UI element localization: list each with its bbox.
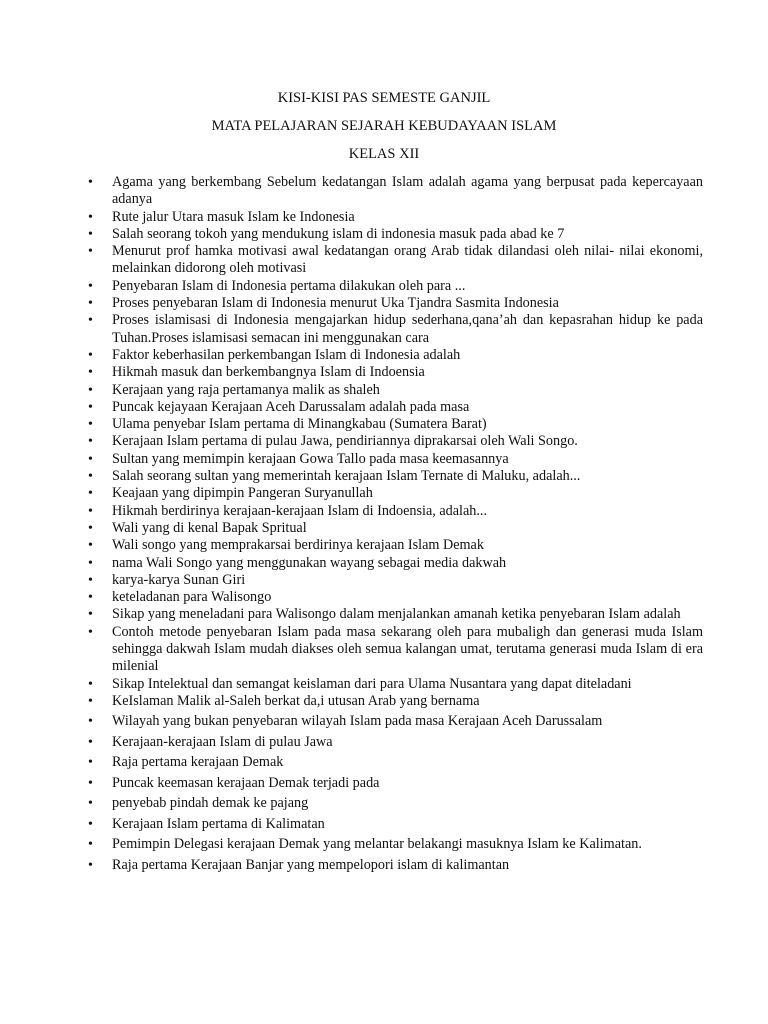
list-item: • Menurut prof hamka motivasi awal kedatangan orang Arab tidak dilandasi oleh nilai- nilai ekonomi, melainkan didorong oleh motivasi xyxy=(112,243,703,278)
list-item: • Salah seorang tokoh yang mendukung islam di indonesia masuk pada abad ke 7 xyxy=(112,226,703,243)
list-item: • Kerajaan Islam pertama di pulau Jawa, pendiriannya diprakarsai oleh Wali Songo. xyxy=(112,433,703,450)
list-item: • Kerajaan-kerajaan Islam di pulau Jawa xyxy=(112,734,703,751)
list-item: • Hikmah masuk dan berkembangnya Islam di Indoensia xyxy=(112,364,703,381)
list-item: • Sultan yang memimpin kerajaan Gowa Tallo pada masa keemasannya xyxy=(112,451,703,468)
list-item: • Kerajaan Islam pertama di Kalimatan xyxy=(112,816,703,833)
list-item: • Puncak keemasan kerajaan Demak terjadi pada xyxy=(112,775,703,792)
list-item: • penyebab pindah demak ke pajang xyxy=(112,795,703,812)
list-item: • Salah seorang sultan yang memerintah kerajaan Islam Ternate di Maluku, adalah... xyxy=(112,468,703,485)
list-item: • Ulama penyebar Islam pertama di Minangkabau (Sumatera Barat) xyxy=(112,416,703,433)
list-item: • Wali yang di kenal Bapak Spritual xyxy=(112,520,703,537)
list-item: • Agama yang berkembang Sebelum kedatangan Islam adalah agama yang berpusat pada kepercayaan adanya xyxy=(112,174,703,209)
list-item: • Rute jalur Utara masuk Islam ke Indonesia xyxy=(112,209,703,226)
subject-title: MATA PELAJARAN SEJARAH KEBUDAYAAN ISLAM xyxy=(211,118,557,134)
list-item: • Keajaan yang dipimpin Pangeran Suryanullah xyxy=(112,485,703,502)
list-item: • Proses penyebaran Islam di Indonesia menurut Uka Tjandra Sasmita Indonesia xyxy=(112,295,703,312)
document-title: KISI-KISI PAS SEMESTE GANJIL xyxy=(277,90,491,106)
class-title: KELAS XII xyxy=(348,146,420,162)
list-item: • nama Wali Songo yang menggunakan wayang sebagai media dakwah xyxy=(112,555,703,572)
list-item: • Pemimpin Delegasi kerajaan Demak yang melantar belakangi masuknya Islam ke Kalimatan. xyxy=(112,836,703,853)
list-item: • Kerajaan yang raja pertamanya malik as shaleh xyxy=(112,382,703,399)
list-item: • keteladanan para Walisongo xyxy=(112,589,703,606)
list-item: • Penyebaran Islam di Indonesia pertama dilakukan oleh para ... xyxy=(112,278,703,295)
list-item: • Hikmah berdirinya kerajaan-kerajaan Islam di Indoensia, adalah... xyxy=(112,503,703,520)
list-item: • Faktor keberhasilan perkembangan Islam di Indonesia adalah xyxy=(112,347,703,364)
list-item: • Sikap yang meneladani para Walisongo dalam menjalankan amanah ketika penyebaran Islam adalah xyxy=(112,606,703,623)
question-list xyxy=(112,174,703,874)
list-item: • Puncak kejayaan Kerajaan Aceh Darussalam adalah pada masa xyxy=(112,399,703,416)
list-item: • karya-karya Sunan Giri xyxy=(112,572,703,589)
list-item: • KeIslaman Malik al-Saleh berkat da,i utusan Arab yang bernama xyxy=(112,693,703,710)
list-item: • Proses islamisasi di Indonesia mengajarkan hidup sederhana,qana’ah dan kepasrahan hidup ke pada Tuhan.Proses islamisasi semacan ini menggunakan cara xyxy=(112,312,703,347)
list-item: • Wilayah yang bukan penyebaran wilayah Islam pada masa Kerajaan Aceh Darussalam xyxy=(112,713,703,730)
list-item: • Raja pertama kerajaan Demak xyxy=(112,754,703,771)
list-item: • Raja pertama Kerajaan Banjar yang mempelopori islam di kalimantan xyxy=(112,857,703,874)
list-item: • Wali songo yang memprakarsai berdirinya kerajaan Islam Demak xyxy=(112,537,703,554)
list-item: • Contoh metode penyebaran Islam pada masa sekarang oleh para mubaligh dan generasi muda Islam sehingga dakwah Islam mudah diakses oleh semua kalangan umat, terutama generasi muda Islam di era milenial xyxy=(112,624,703,676)
list-item: • Sikap Intelektual dan semangat keislaman dari para Ulama Nusantara yang dapat diteladani xyxy=(112,676,703,693)
